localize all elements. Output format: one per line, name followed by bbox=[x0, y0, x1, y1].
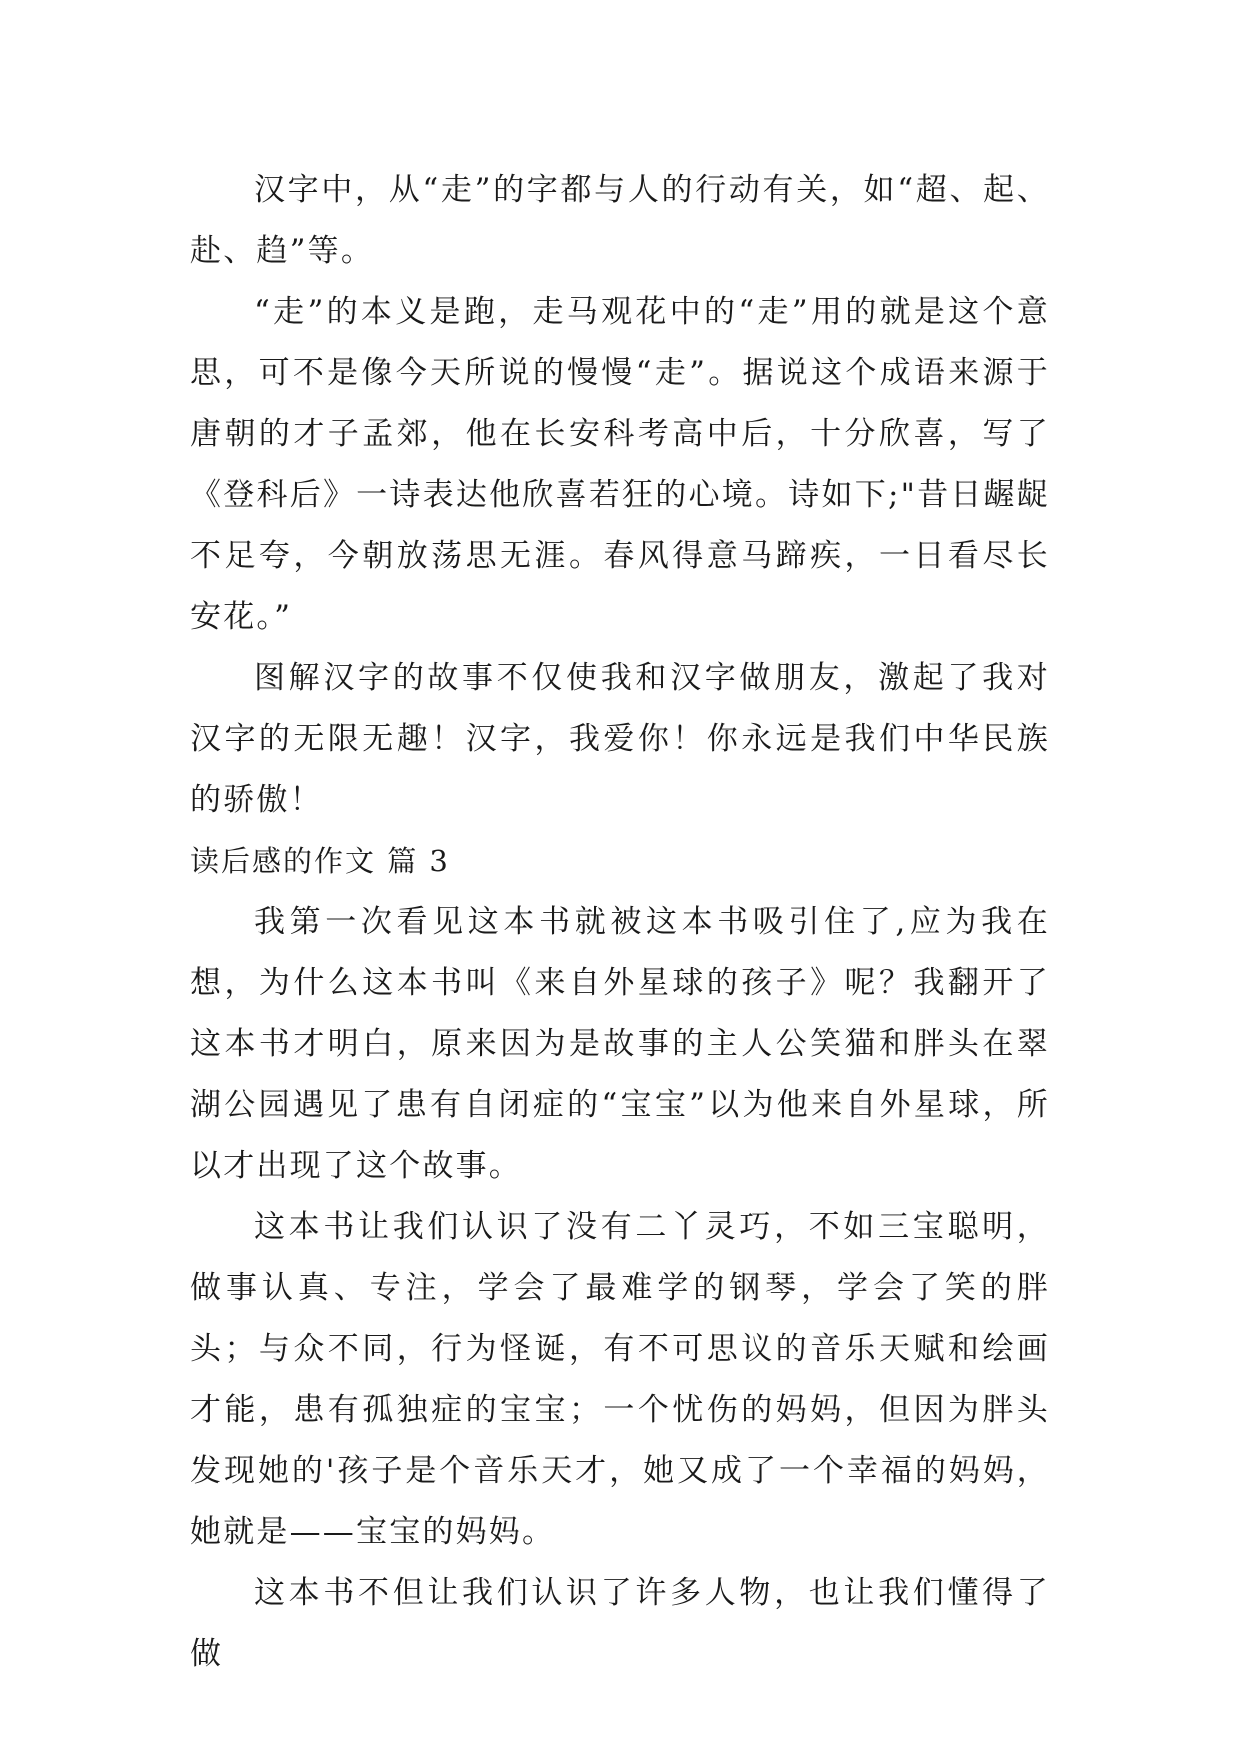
paragraph-zou-meaning: “走”的本义是跑，走马观花中的“走”用的就是这个意思，可不是像今天所说的慢慢“走”。据说这个成语来源于唐朝的才子孟郊，他在长安科考高中后，十分欣喜，写了《登科后》一诗表达他欣喜若狂的心境。诗如下;"昔日龌龊不足夸，今朝放荡思无涯。春风得意马蹄疾，一日看尽长安花。” bbox=[190, 294, 1050, 635]
paragraph-characters: 这本书让我们认识了没有二丫灵巧，不如三宝聪明，做事认真、专注，学会了最难学的钢琴，学会了笑的胖头；与众不同，行为怪诞，有不可思议的音乐天赋和绘画才能，患有孤独症的宝宝；一个忧伤的妈妈，但因为胖头发现她的'孩子是个音乐天才，她又成了一个幸福的妈妈，她就是——宝宝的妈妈。 bbox=[190, 1209, 1050, 1550]
paragraph-lessons: 这本书不但让我们认识了许多人物，也让我们懂得了做 bbox=[190, 1575, 1050, 1672]
section-heading: 读后感的作文 篇 3 bbox=[190, 844, 450, 878]
paragraph-conclusion: 图解汉字的故事不仅使我和汉字做朋友，激起了我对汉字的无限无趣！汉字，我爱你！你永远是我们中华民族的骄傲！ bbox=[190, 660, 1050, 818]
paragraph-hanzi-zou: 汉字中，从“走”的字都与人的行动有关，如“超、起、赴、趋”等。 bbox=[190, 172, 1050, 269]
paragraph-first-look: 我第一次看见这本书就被这本书吸引住了,应为我在想，为什么这本书叫《来自外星球的孩子》呢？我翻开了这本书才明白，原来因为是故事的主人公笑猫和胖头在翠湖公园遇见了患有自闭症的“宝宝”以为他来自外星球，所以才出现了这个故事。 bbox=[190, 904, 1050, 1184]
document-body bbox=[190, 160, 1050, 1685]
